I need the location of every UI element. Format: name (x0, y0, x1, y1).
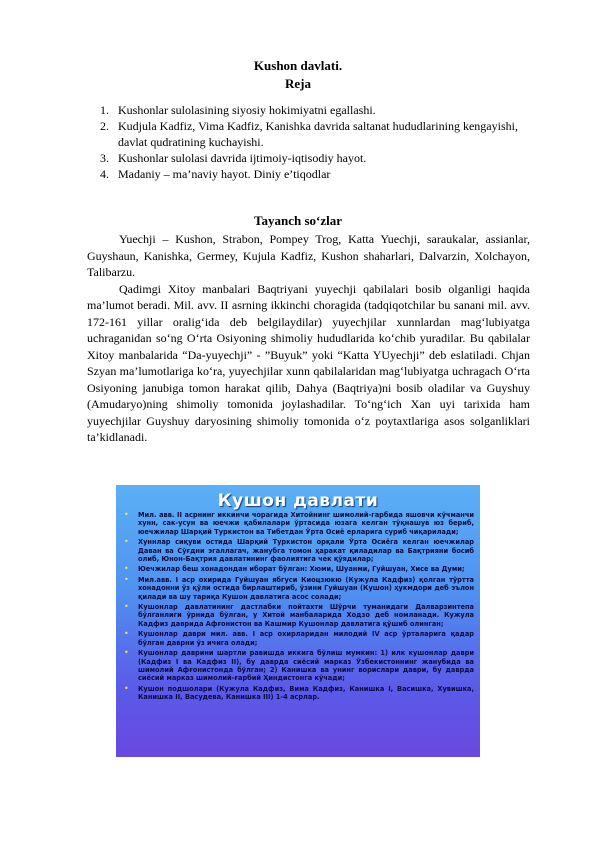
bullet-icon: • (124, 510, 129, 519)
keywords-heading: Tayanch so‘zlar (254, 213, 342, 228)
plan-item-text: Kushonlar sulolasi davrida ijtimoiy-iqtisodiy hayot. (118, 151, 367, 165)
slide-bullet-list (124, 511, 474, 704)
document-title: Kushon davlati. (253, 58, 343, 73)
slide-bullet-text: Мил.авв. I аср охирида Гуйшуан ябгуси Киоцзюкю (Кужула Кадфиз) қолган тўртта хонадонни ўз қўли остида бирлаштириб, ўзини Гуйшуан (Кушон) ҳукмдори деб эълон қилади ва шу тариқа Кушон давлатига асос солади; (138, 575, 474, 601)
bullet-icon: • (124, 629, 129, 639)
plan-item (100, 150, 530, 166)
plan-item (100, 118, 530, 150)
slide-bullet-text: Кушонлар даврини шартли равишда иккига бўлиш мумкин: 1) илк кушонлар даври (Кадфиз I ва Кадфиз II), бу даврда сиёсий марказ Ўзбекистоннинг жанубида ва шимолий Афғонистонда бўлган; 2) Канишка ва унинг ворислари даври, бу даврда сиёсий марказ шимолий-ғарбий Ҳиндистонга кўчади; (138, 649, 474, 683)
plan-item-number: 4. (100, 167, 109, 181)
slide-bullet-item (124, 603, 474, 628)
slide-bullet-item (124, 649, 474, 683)
slide-bullet-item (124, 565, 474, 573)
slide-bullet-item (124, 685, 474, 702)
slide-bullet-text: Хуннлар сиқуви остида Шарқий Туркистон орқали Ўрта Осиёга келган юечжилар Даван ва Сўғдни эгаллагач, жанубга томон ҳаракат қиладилар ва Бақтрияни босиб олиб, Юнон-Бақтрия давлатининг фаолиятига чек қўядилар; (138, 538, 474, 564)
bullet-icon: • (124, 537, 129, 547)
plan-list (100, 102, 530, 182)
slide-bullet-text: Мил. авв. II асрнинг иккинчи чорагида Хитойнинг шимолий-гарбида яшовчи кўчманчи хунн, сак-усун ва юечжи қабилалари ўртасида юзага келган тўқнашув юз бериб, юечжилар Шарқий Туркистон ва Тибетдан Ўрта Осиё ерларига суриб чиқарилади; (138, 511, 474, 536)
bullet-icon: • (124, 648, 129, 658)
slide-bullet-item (124, 576, 474, 601)
plan-item-number: 3. (100, 151, 109, 165)
bullet-icon: • (124, 564, 129, 574)
bullet-icon: • (124, 574, 129, 584)
plan-item-number: 2. (100, 119, 109, 133)
plan-item-text: Kudjula Kadfiz, Vima Kadfiz, Kanishka davrida saltanat hududlarining kengayishi, davlat qudratining kuchayishi. (118, 119, 518, 149)
bullet-icon: • (124, 602, 129, 612)
slide-bullet-text: Юечжилар беш хонадондан иборат бўлган: Хюми, Шуанми, Гуйшуан, Хисе ва Думи; (138, 565, 465, 574)
slide-bullet-item (124, 538, 474, 563)
plan-heading: Reja (285, 76, 311, 91)
body-text (87, 231, 530, 446)
plan-item (100, 102, 530, 118)
slide-title: Кушон давлати (217, 491, 379, 511)
main-paragraph: Qadimgi Xitoy manbalari Baqtriyani yuyechji qabilalari bosib olganligi haqida ma’lumot beradi. Mil. avv. II asrning ikkinchi choragida (tadqiqotchilar bu sanani mil. avv. 172-161 yillar oralig‘ida deb belgilaydilar) yuyechjilar xunnlardan mag‘lubiyatga uchraganidan so‘ng O‘rta Osiyoning shimoliy hududlarida ko‘chib yuradilar. Bu qabilalar Xitoy manbalarida “Da-yuyechji” - ”Buyuk” yoki “Katta YUyechji” deb eslatiladi. Chjan Szyan ma’lumotlariga ko‘ra, yuyechjilar xunn qabilalaridan mag‘lubiyatga uchragach O‘rta Osiyoning janubiga tomon harakat qilib, Dahya (Baqtriya)ni bosib oladilar va Guyshuy (Amudaryo)ning shimoliy tomonida joylashadilar. To‘ng‘ich Xan uyi tarixida ham yuyechjilar Guyshuy daryosining shimoliy tomonida o‘z poytaxtlariga asos solganliklari ta’kidlanadi. (87, 281, 530, 444)
plan-item-text: Madaniy – ma’naviy hayot. Diniy e’tiqodlar (118, 167, 331, 181)
plan-item (100, 166, 530, 182)
keywords-paragraph: Yuechji – Kushon, Strabon, Pompey Trog, Katta Yuechji, saraukalar, assianlar, Guyshaun, Kanishka, Germey, Kujula Kadfiz, Kushon shaharlari, Dalvarzin, Xolchayon, Talibarzu. (87, 232, 530, 279)
slide-bullet-text: Кушонлар давлатининг дастлабки пойтахти Шўрчи туманидаги Далварзинтепа бўлганлиги ўрнида бўлган, у Хитой манбаларида Ходзо деб номланади. Кужула Кадфиз даврида Афғонистон ва Кашмир Кушонлар давлатига қўшиб олинган; (138, 603, 474, 628)
slide-bullet-text: Кушонлар даври мил. авв. I аср охирларидан милодий IV аср ўрталарига қадар бўлган даврни ўз ичига олади; (138, 630, 474, 647)
slide-bullet-item (124, 630, 474, 647)
bullet-icon: • (124, 683, 129, 693)
slide-bullet-item (124, 511, 474, 536)
embedded-slide-image (116, 485, 480, 757)
plan-item-number: 1. (100, 103, 109, 117)
slide-bullet-text: Кушон подшолари (Кужула Кадфиз, Вима Кадфиз, Канишка I, Васишка, Хувишка, Канишка II, Васудева, Канишка III) 1-4 асрлар. (138, 684, 474, 702)
plan-item-text: Kushonlar sulolasining siyosiy hokimiyatni egallashi. (118, 103, 376, 117)
